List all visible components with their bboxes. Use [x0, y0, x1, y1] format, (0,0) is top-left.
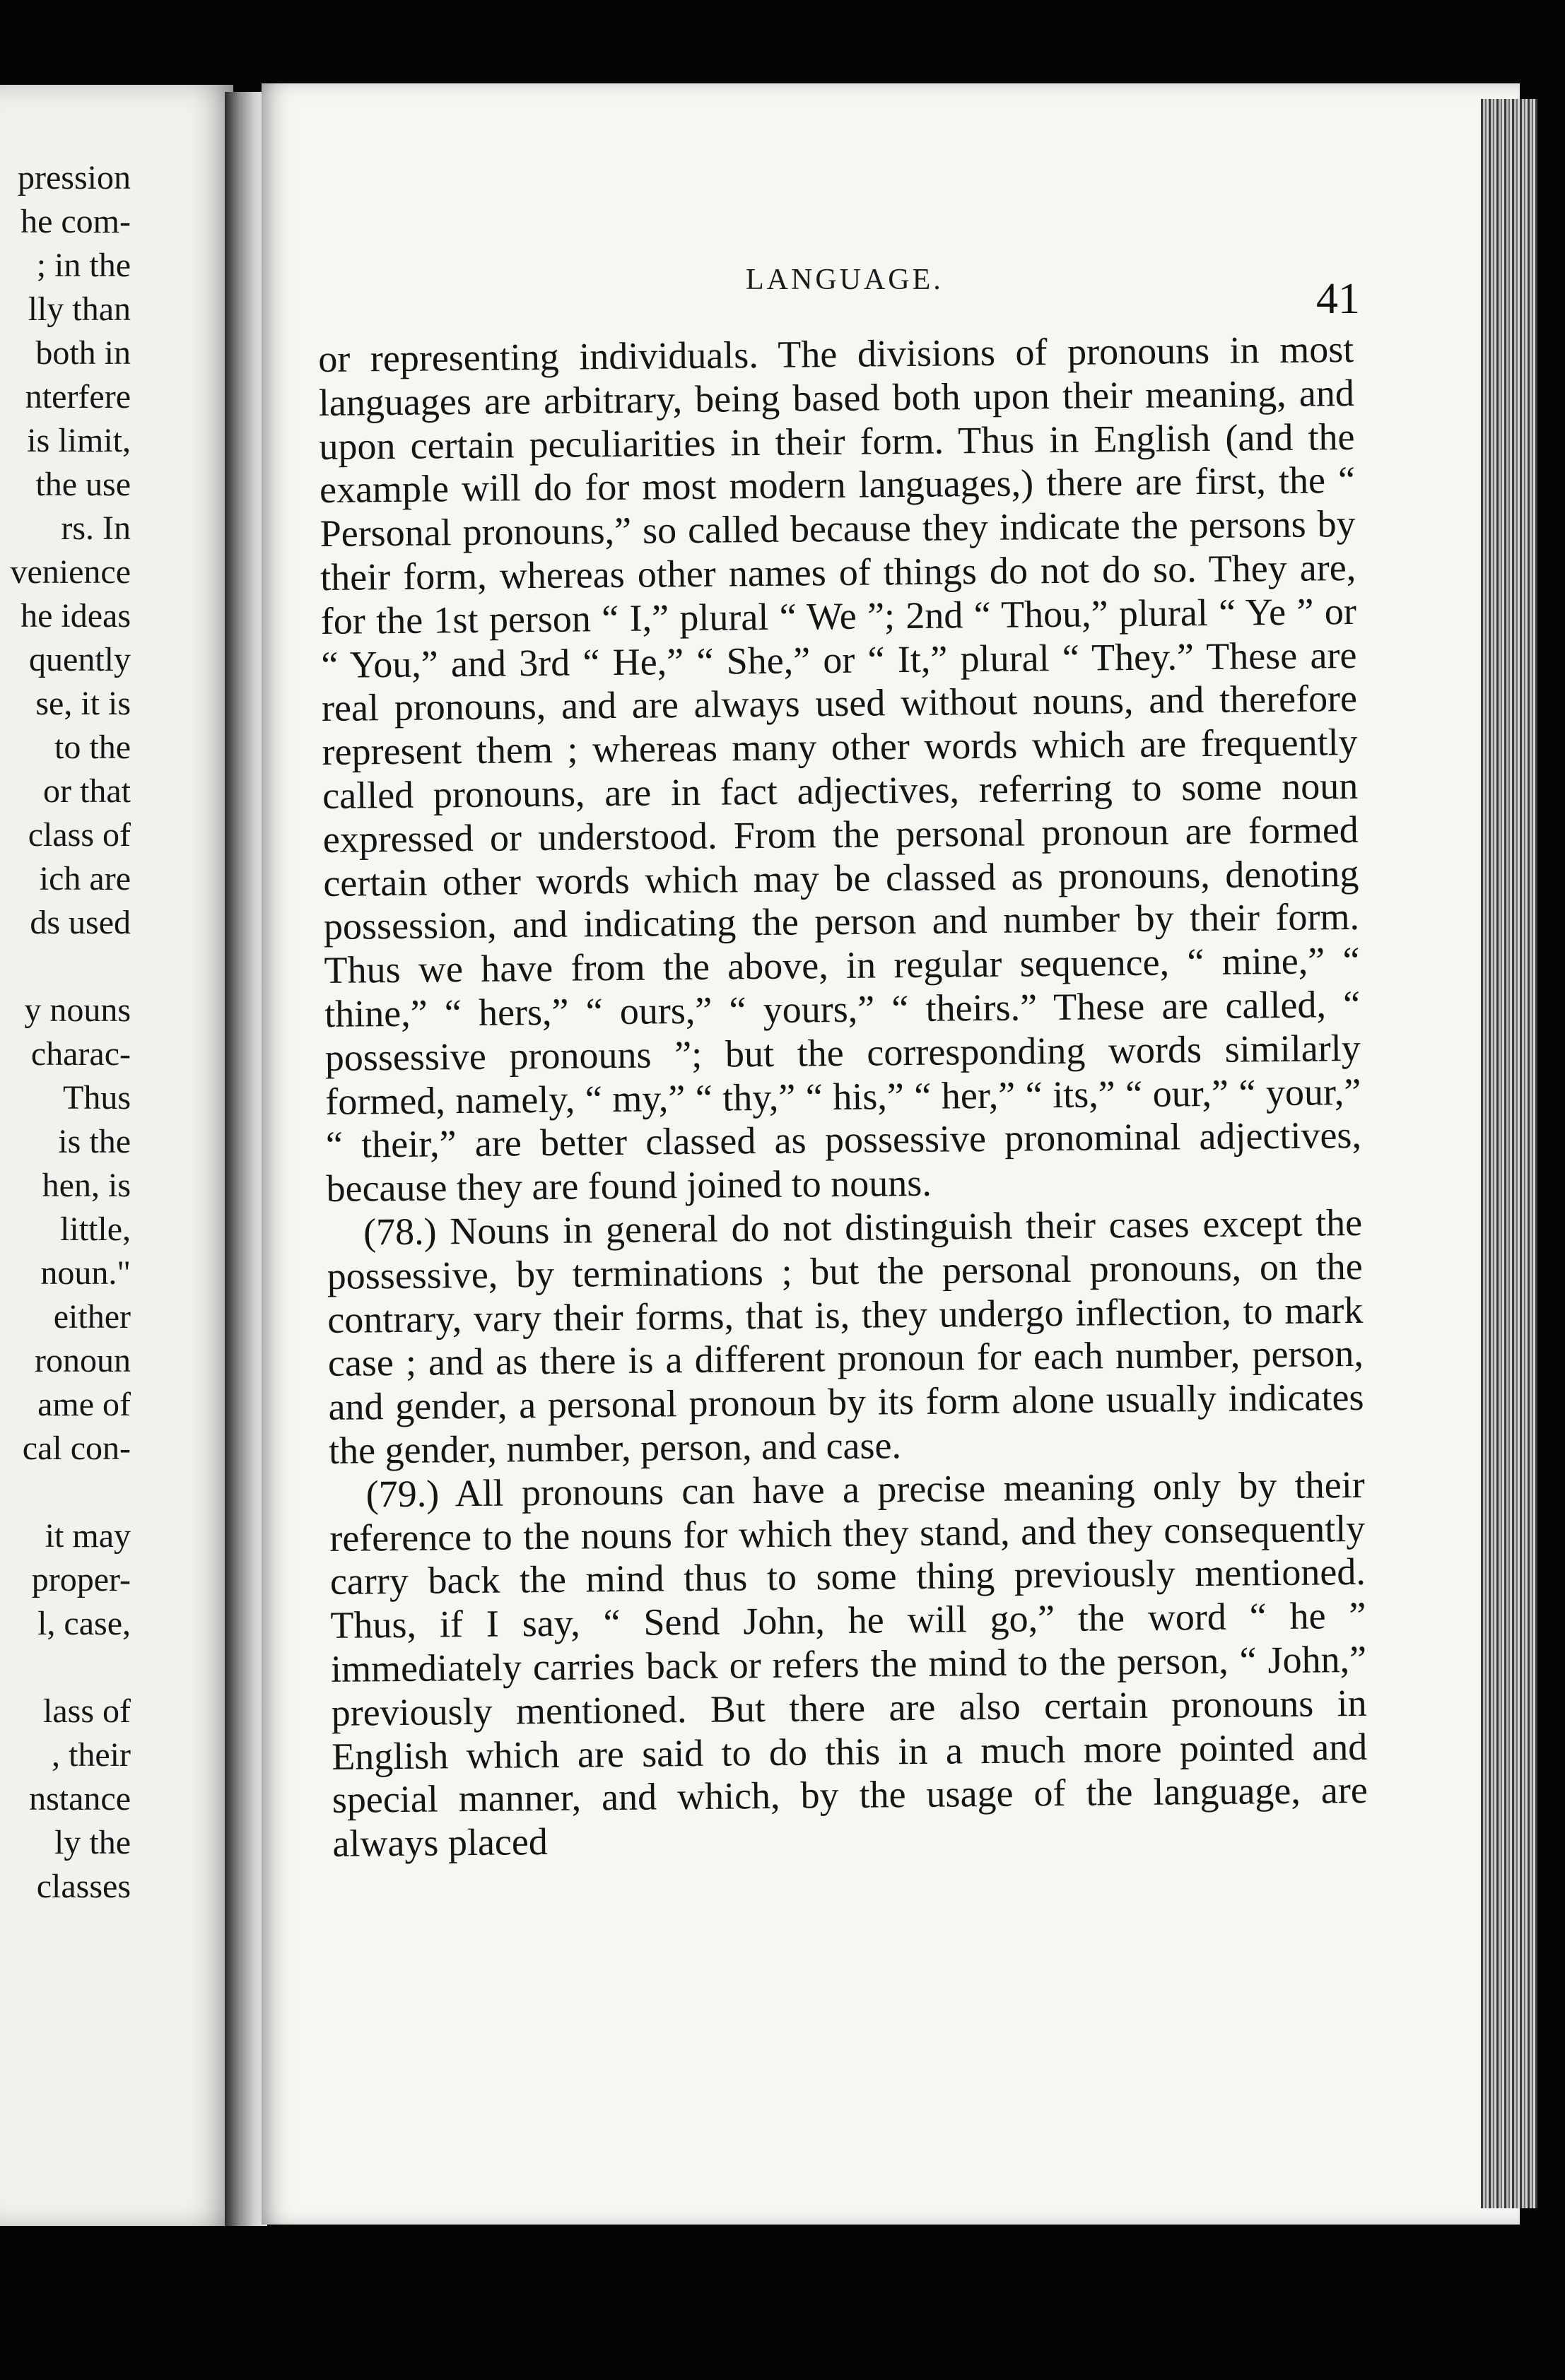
facing-page-line: venience [10, 553, 131, 591]
facing-page-line: quently [29, 641, 131, 678]
facing-page-line: either [53, 1298, 131, 1336]
facing-page [0, 85, 233, 2226]
facing-page-line: charac- [30, 1035, 131, 1073]
facing-page-line: ds used [30, 904, 131, 941]
facing-page-line: ly the [54, 1824, 131, 1861]
facing-page-line: it may [45, 1517, 131, 1555]
facing-page-line: classes [36, 1868, 131, 1905]
paragraph-1: or representing individuals. The divisions of pronouns in most languages are arbitrary, being based both upon their meaning, and upon certain peculiarities in their form. Thus in English (and the example will do for most modern languages,) there are first, the “ Personal pronouns,” so called because they indicate the persons by their form, whereas other names of things do not do so. They are, for the 1st person “ I,” plural “ We ”; 2nd “ Thou,” plural “ Ye ” or “ You,” and 3rd “ He,” “ She,” or “ It,” plural “ They.” These are real pronouns, and are always used without nouns, and therefore represent them ; whereas many other words which are frequently called pronouns, are in fact adjectives, referring to some noun expressed or understood. From the personal pronoun are formed certain other words which may be classed as pronouns, denoting possession, and indicating the person and number by their form. Thus we have from the above, in regular sequence, “ mine,” “ thine,” “ hers,” “ ours,” “ yours,” “ theirs.” These are called, “ possessive pronouns ”; but the corresponding words similarly formed, namely, “ my,” “ thy,” “ his,” “ her,” “ its,” “ our,” “ your,” “ their,” are better classed as possessive pronominal adjectives, because they are found joined to nouns. [318, 327, 1362, 1210]
facing-page-line: nstance [29, 1780, 131, 1818]
facing-page-line: Thus [63, 1079, 131, 1117]
facing-page-line: l, case, [37, 1605, 131, 1642]
facing-page-line: rs. In [61, 509, 131, 547]
paragraph-79: (79.) All pronouns can have a precise meaning only by their reference to the nouns for which they stand, and they consequently carry back the mind thus to some thing previously mentioned. Thus, if I say, “ Send John, he will go,” the word “ he ” immediately carries back or refers the mind to the person, “ John,” previously mentioned. But there are also certain pronouns in English which are said to do this in a much more pointed and special manner, and which, by the usage of the language, are always placed [329, 1463, 1368, 1865]
book-gutter [225, 92, 267, 2226]
facing-page-line: se, it is [35, 685, 131, 722]
facing-page-line: both in [35, 334, 131, 372]
facing-page-line: to the [54, 729, 131, 766]
body-text [318, 328, 1368, 1866]
facing-page-line: class of [28, 816, 131, 854]
facing-page-line: lly than [28, 290, 131, 328]
facing-page-line: is limit, [27, 422, 131, 459]
page-edge [1481, 99, 1537, 2208]
facing-page-line: lass of [43, 1692, 131, 1730]
facing-page-line: nterfere [25, 378, 131, 416]
facing-page-line: the use [35, 466, 131, 503]
running-head: LANGUAGE. [746, 264, 944, 296]
facing-page-line: , their [52, 1736, 131, 1774]
page-number: 41 [1316, 275, 1360, 323]
facing-page-line: ame of [37, 1386, 131, 1423]
facing-page-line: pression [18, 159, 131, 196]
paragraph-78: (78.) Nouns in general do not distinguish their cases except the possessive, by terminations ; but the personal pronouns, on the contrary, vary their forms, that is, they undergo inflection, to mark case ; and as there is a different pronoun for each number, person, and gender, a personal pronoun by its form alone usually indicates the gender, number, person, and case. [327, 1201, 1364, 1472]
facing-page-line: ; in the [36, 247, 131, 284]
facing-page-line: ronoun [35, 1342, 131, 1379]
facing-page-line: little, [60, 1210, 131, 1248]
facing-page-line: cal con- [22, 1430, 131, 1467]
facing-page-line: noun." [40, 1254, 131, 1292]
facing-page-line: he com- [20, 203, 131, 240]
facing-page-line: or that [43, 772, 131, 810]
facing-page-line: y nouns [24, 991, 131, 1029]
facing-page-line: proper- [31, 1561, 131, 1598]
facing-page-line: is the [58, 1123, 131, 1160]
facing-page-line: hen, is [42, 1167, 131, 1204]
facing-page-line: he ideas [20, 597, 131, 635]
facing-page-line: ich are [39, 860, 131, 897]
